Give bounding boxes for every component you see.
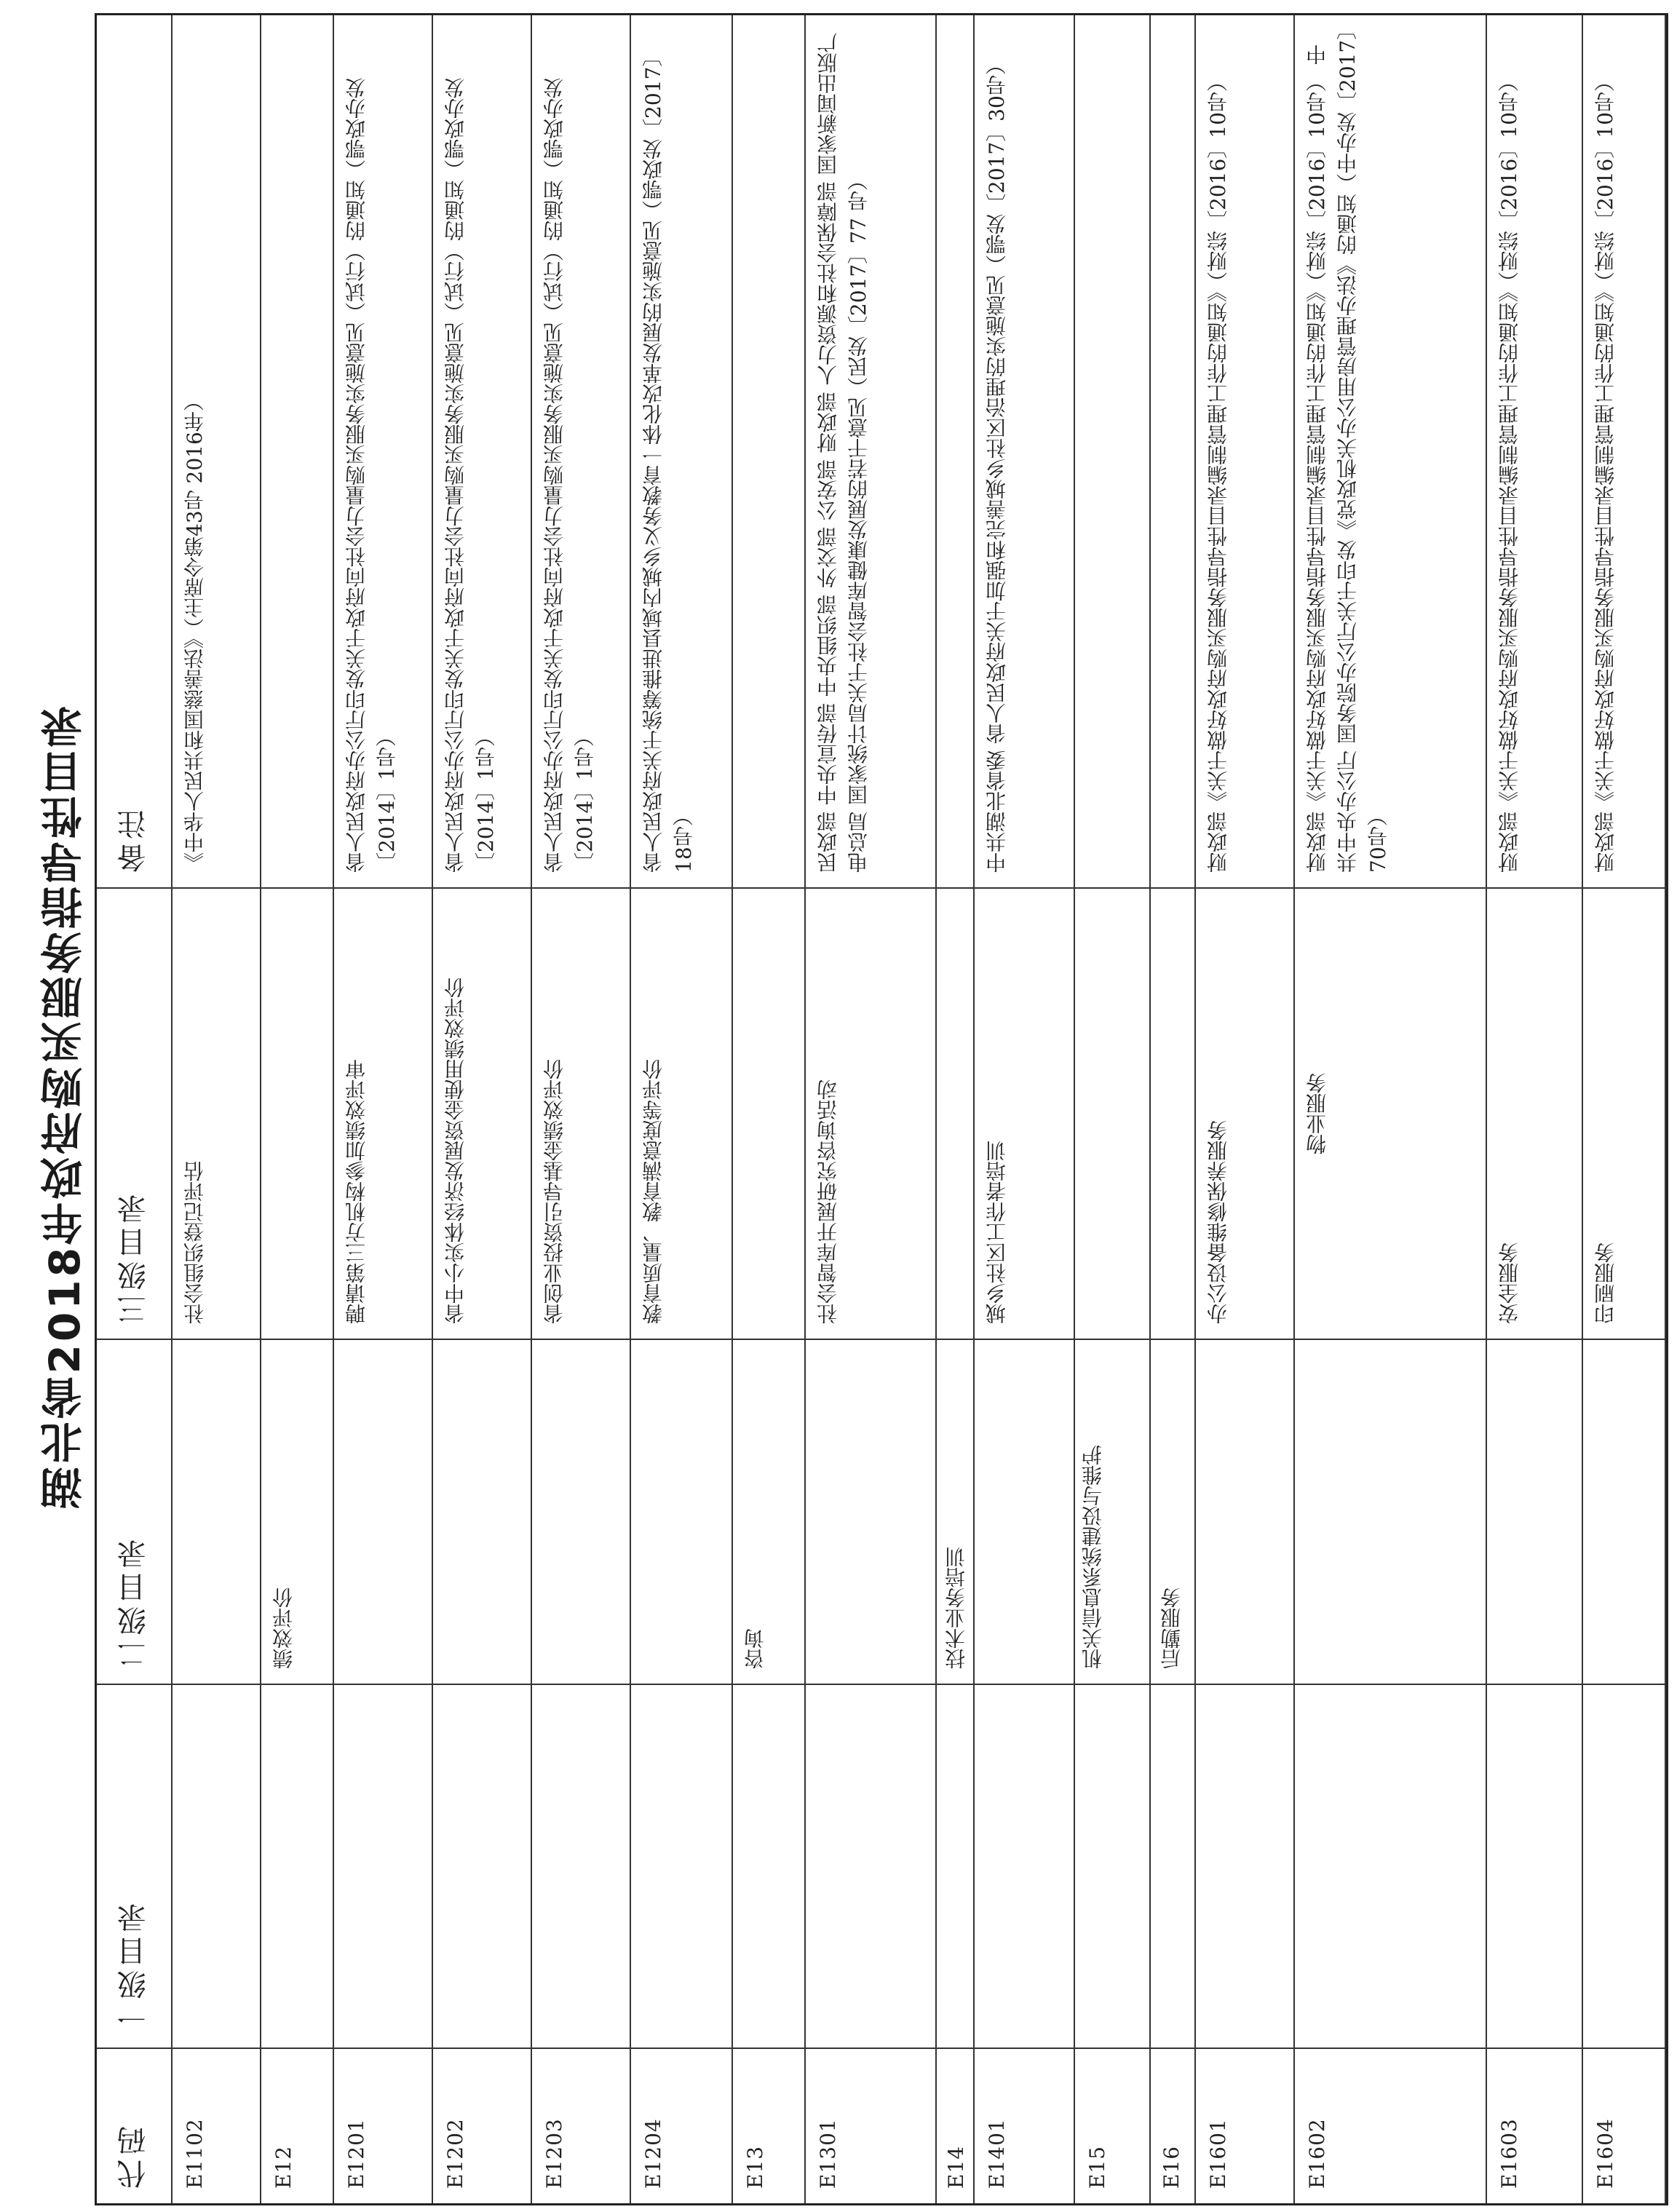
row-level3-text — [1075, 889, 1090, 1339]
row-level3 — [806, 889, 935, 1340]
row-level3 — [1075, 889, 1149, 1340]
row-remarks-text: 财政部《关于做好政府购买服务指导性目录编制管理工作的通知》（财综〔2016〕10号） 中共中央办公厅 国务院办公厅关于印发《党政机关办公用房管理办法》的通知（中办发〔2017〕70号） — [1305, 29, 1390, 873]
column-divider-code — [97, 2048, 1666, 2049]
row-code — [1487, 2049, 1582, 2203]
row-level3-text: 安全服务 — [1497, 1242, 1521, 1324]
row-level3-text: 聘请第三方机构参加绩效评审 — [344, 1059, 368, 1324]
row-code — [334, 2049, 432, 2203]
row-level2 — [1196, 1340, 1293, 1685]
row-level2-text — [1196, 1340, 1210, 1684]
page-title — [32, 0, 98, 2212]
table-row — [1295, 15, 1487, 2203]
row-remarks — [1075, 11, 1149, 889]
table-row — [1196, 15, 1295, 2203]
table-row — [1151, 15, 1196, 2203]
header-level1 — [97, 1685, 171, 2049]
row-remarks-text — [1151, 11, 1165, 887]
row-remarks — [1196, 11, 1293, 889]
row-level2-text — [1295, 1340, 1309, 1684]
row-level3 — [334, 889, 432, 1340]
header-level2 — [97, 1340, 171, 1685]
row-level3 — [1295, 889, 1486, 1340]
row-level2 — [532, 1340, 630, 1685]
header-code-text: 代码 — [117, 2122, 151, 2189]
row-level3-text — [937, 889, 951, 1339]
row-level2-text — [334, 1340, 349, 1684]
row-level2-text — [173, 1340, 187, 1684]
row-remarks-text: 《中华人民共和国慈善法》（主席令第43号 2016年） — [183, 391, 207, 873]
table-row — [1583, 15, 1666, 2203]
row-code — [975, 2049, 1074, 2203]
row-level2 — [1583, 1340, 1665, 1685]
row-remarks — [532, 11, 630, 889]
header-level3 — [97, 889, 171, 1340]
row-remarks-text: 中共湖北省委 省人民政府关于加强和完善城乡社区治理的实施意见（鄂发〔2017〕30号） — [985, 55, 1009, 873]
row-code-text: E1204 — [641, 2118, 665, 2189]
row-code-text: E12 — [271, 2145, 296, 2189]
row-code-text: E15 — [1085, 2145, 1109, 2189]
row-level3 — [1487, 889, 1582, 1340]
catalog-table — [95, 13, 1668, 2205]
row-code-text: E1201 — [344, 2118, 368, 2189]
row-code-text: E1202 — [443, 2118, 467, 2189]
row-code-text: E16 — [1159, 2145, 1184, 2189]
table-row — [937, 15, 975, 2203]
header-remarks — [97, 11, 171, 889]
row-code-text: E1203 — [542, 2118, 566, 2189]
row-level3-text — [261, 889, 276, 1339]
table-row — [261, 15, 334, 2203]
row-remarks — [1295, 11, 1486, 889]
header-remarks-text: 备注 — [117, 806, 151, 873]
row-level2-text — [532, 1340, 547, 1684]
row-code-text: E1401 — [985, 2118, 1009, 2189]
row-code-text: E1604 — [1593, 2118, 1617, 2189]
row-remarks — [433, 11, 531, 889]
row-level3-text: 省创业投资引导基金绩效评价 — [542, 1059, 566, 1324]
table-row — [631, 15, 733, 2203]
row-level3 — [433, 889, 531, 1340]
row-level2 — [733, 1340, 804, 1685]
row-level3 — [631, 889, 732, 1340]
table-row — [532, 15, 631, 2203]
row-remarks-text — [733, 11, 748, 887]
row-code-text: E1603 — [1497, 2118, 1521, 2189]
row-level2 — [937, 1340, 973, 1685]
row-level3 — [173, 889, 260, 1340]
header-level1-text: 一级目录 — [117, 1899, 151, 2033]
row-remarks-text: 省人民政府办公厅印发关于政府向社会力量购买服务实施意见（试行）的通知（鄂政办发〔2014〕1号） — [542, 78, 597, 873]
row-remarks — [173, 11, 260, 889]
row-remarks — [733, 11, 804, 889]
row-level2 — [975, 1340, 1074, 1685]
row-code — [1583, 2049, 1665, 2203]
row-code — [1295, 2049, 1486, 2203]
row-level2 — [173, 1340, 260, 1685]
row-level3-text: 印刷服务 — [1593, 1242, 1617, 1324]
row-level3-text: 省中小实体经济发展资金使用绩效评价 — [443, 978, 467, 1324]
row-level2-text: 机关信息系统建设与维护 — [1081, 1445, 1105, 1669]
row-remarks — [937, 11, 973, 889]
row-remarks-text: 财政部《关于做好政府购买服务指导性目录编制管理工作的通知》（财综〔2016〕10号） — [1593, 71, 1617, 873]
table-row — [433, 15, 532, 2203]
row-remarks — [1151, 11, 1194, 889]
row-remarks-text — [1075, 11, 1090, 887]
row-code-text: E1301 — [816, 2118, 840, 2189]
row-level3-text: 办公设备维修保养服务 — [1206, 1120, 1230, 1324]
row-code — [1196, 2049, 1293, 2203]
row-remarks-text — [261, 11, 276, 887]
row-remarks-text — [937, 11, 951, 887]
row-level2-text: 绩效评价 — [271, 1587, 296, 1669]
row-code — [433, 2049, 531, 2203]
row-code — [1075, 2049, 1149, 2203]
table-row — [334, 15, 433, 2203]
row-level3 — [261, 889, 333, 1340]
row-level3-text — [733, 889, 748, 1339]
row-level3-text: 社会组织登记评估 — [183, 1161, 207, 1324]
row-level2 — [1487, 1340, 1582, 1685]
table-row — [733, 15, 806, 2203]
row-level2 — [1075, 1340, 1149, 1685]
row-level2 — [1295, 1340, 1486, 1685]
row-code — [1151, 2049, 1194, 2203]
row-level3 — [1583, 889, 1665, 1340]
row-level3 — [1196, 889, 1293, 1340]
row-level3 — [937, 889, 973, 1340]
page-title-text: 湖北省2018年政府购买服务指导性目录 — [40, 702, 90, 1510]
row-level2-text — [631, 1340, 646, 1684]
row-code-text: E1102 — [183, 2118, 207, 2189]
row-level3-text — [1151, 889, 1165, 1339]
row-remarks — [806, 11, 935, 889]
row-level2-text: 后勤服务 — [1159, 1587, 1184, 1669]
row-code — [173, 2049, 260, 2203]
row-code — [532, 2049, 630, 2203]
row-level2 — [261, 1340, 333, 1685]
row-remarks — [261, 11, 333, 889]
row-level2-text — [1583, 1340, 1598, 1684]
row-level3-text: 教育质量、教育满意度等评价 — [641, 1059, 665, 1324]
header-level2-text: 二级目录 — [117, 1535, 151, 1669]
row-remarks-text: 省人民政府关于统筹推进县域内城乡义务教育一体化改革发展的实施意见（鄂政发〔2017〕18号） — [641, 46, 696, 873]
row-level2-text: 技术业务培训 — [944, 1547, 968, 1669]
row-level2 — [806, 1340, 935, 1685]
row-code — [733, 2049, 804, 2203]
row-code-text: E13 — [743, 2145, 767, 2189]
row-level2 — [1151, 1340, 1194, 1685]
row-remarks-text: 省人民政府办公厅印发关于政府向社会力量购买服务实施意见（试行）的通知（鄂政办发〔2014〕1号） — [344, 78, 399, 873]
row-remarks-text: 省人民政府办公厅印发关于政府向社会力量购买服务实施意见（试行）的通知（鄂政办发〔2014〕1号） — [443, 78, 498, 873]
row-code-text: E1601 — [1206, 2118, 1230, 2189]
row-level3 — [733, 889, 804, 1340]
row-remarks-text: 财政部《关于做好政府购买服务指导性目录编制管理工作的通知》（财综〔2016〕10号） — [1206, 71, 1230, 873]
table-row — [975, 15, 1075, 2203]
row-level3-text: 社会智库开展研究咨询活动 — [816, 1079, 840, 1324]
row-level2-text — [1487, 1340, 1502, 1684]
row-level2-text: 咨询 — [743, 1628, 767, 1669]
table-row — [806, 15, 937, 2203]
header-code — [97, 2049, 171, 2203]
row-level3 — [975, 889, 1074, 1340]
row-code — [806, 2049, 935, 2203]
row-code — [937, 2049, 973, 2203]
row-level2 — [433, 1340, 531, 1685]
row-remarks-text: 财政部《关于做好政府购买服务指导性目录编制管理工作的通知》（财综〔2016〕10号） — [1497, 71, 1521, 873]
row-level2 — [631, 1340, 732, 1685]
row-remarks-text: 民政部 中央宣传部 中央组织部 外交部 公安部 财政部 人力资源和社会保障部 国家新闻出版广电总局 国家统计局关于社会智库健康发展的若干意见（民发〔2017〕77 号） — [816, 32, 871, 873]
row-remarks — [334, 11, 432, 889]
row-level2-text — [806, 1340, 820, 1684]
table-row — [1075, 15, 1151, 2203]
table-row — [173, 15, 261, 2203]
row-level2-text — [433, 1340, 448, 1684]
row-level3-text: 物业服务 — [1305, 1073, 1329, 1154]
row-code — [261, 2049, 333, 2203]
row-remarks — [1583, 11, 1665, 889]
table-header-row — [97, 15, 173, 2203]
row-remarks — [975, 11, 1074, 889]
row-level3 — [1151, 889, 1194, 1340]
row-level2 — [334, 1340, 432, 1685]
row-level3-text: 城乡社区工作者培训 — [985, 1141, 1009, 1324]
header-level3-text: 三级目录 — [117, 1190, 151, 1324]
row-level2-text — [975, 1340, 989, 1684]
row-remarks — [631, 11, 732, 889]
table-row — [1487, 15, 1583, 2203]
row-code-text: E1602 — [1305, 2118, 1329, 2189]
row-code — [631, 2049, 732, 2203]
row-level3 — [532, 889, 630, 1340]
row-code-text: E14 — [944, 2145, 968, 2189]
row-remarks — [1487, 11, 1582, 889]
